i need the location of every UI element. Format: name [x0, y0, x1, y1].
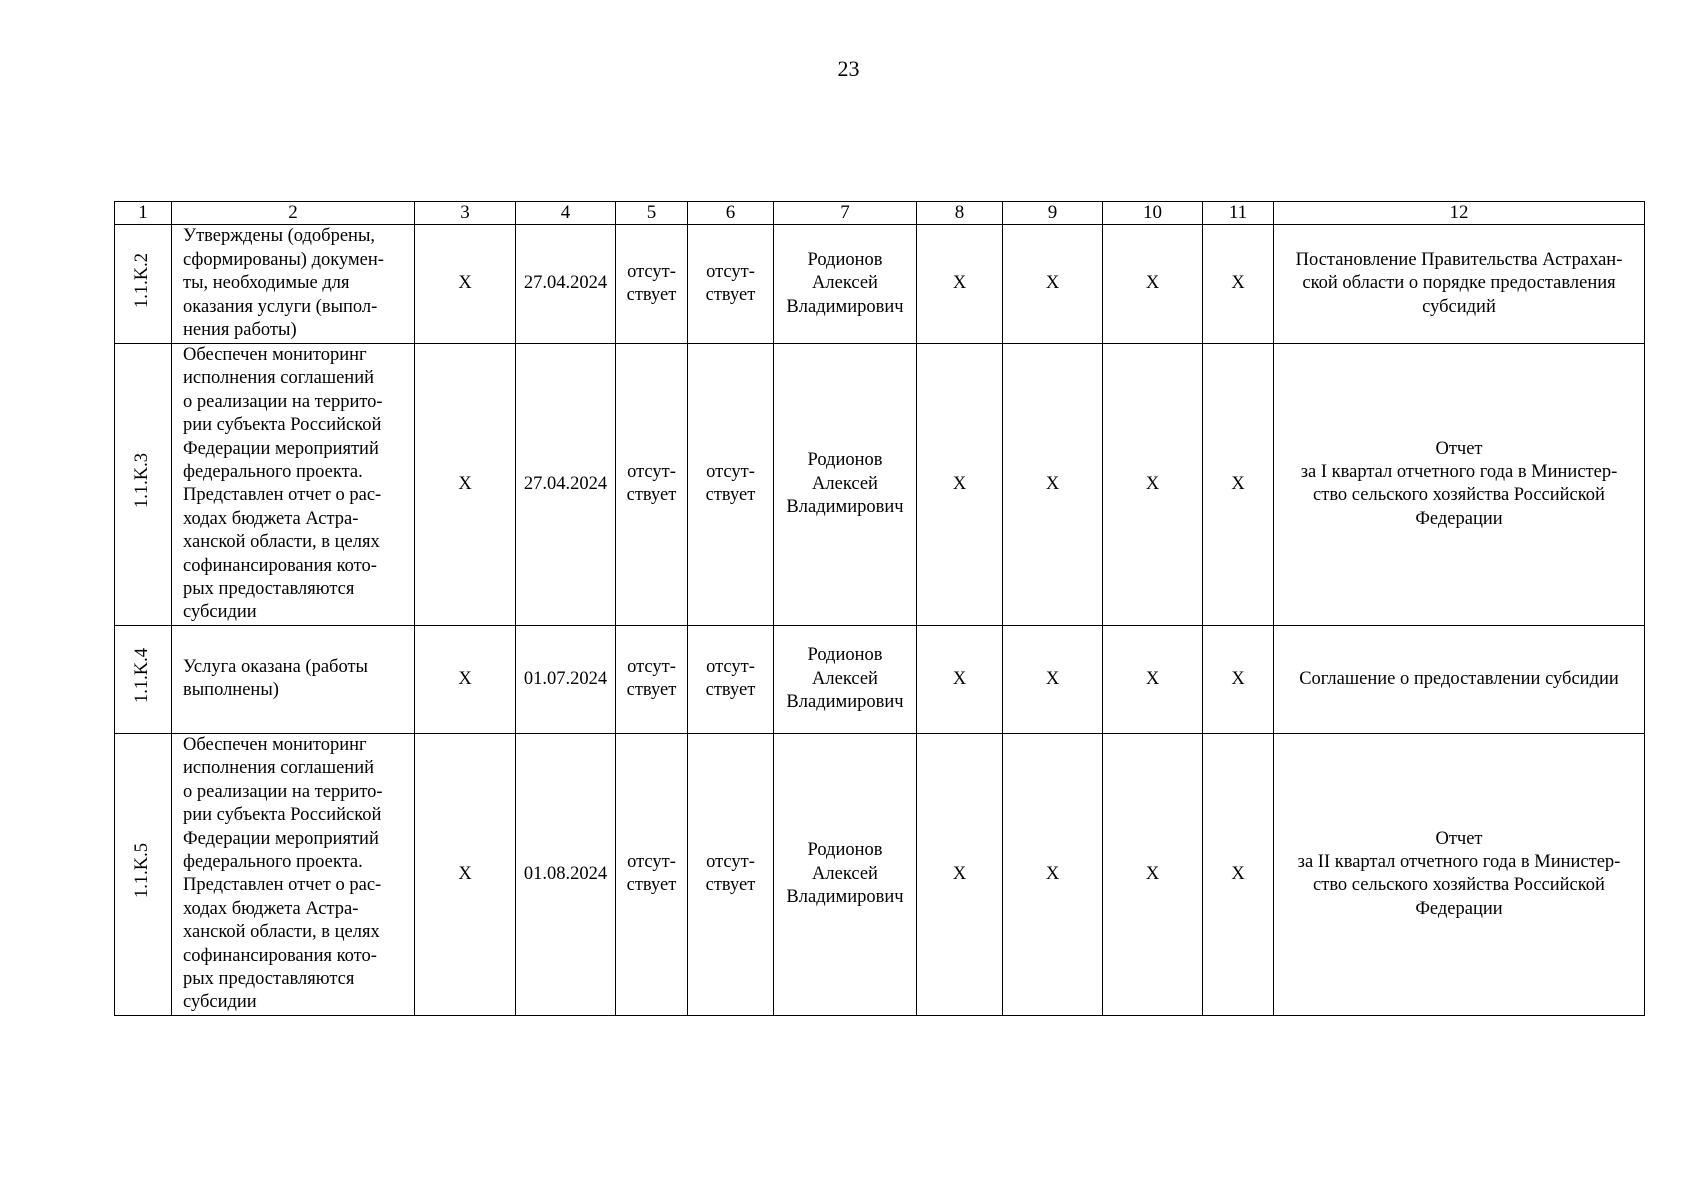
cell-col9: X	[1003, 344, 1103, 626]
document-cell: Постановление Правительства Астрахан- ской области о порядке предоставления субсидий	[1274, 225, 1645, 344]
cell-col6: отсут- ствует	[688, 225, 774, 344]
table-header-row	[115, 202, 1645, 225]
row-id-cell	[115, 344, 172, 626]
column-header: 5	[616, 202, 688, 225]
cell-col6: отсут- ствует	[688, 344, 774, 626]
row-id: 1.1.K.4	[132, 648, 153, 704]
column-header: 2	[172, 202, 415, 225]
cell-col8: X	[917, 625, 1003, 733]
date-cell: 27.04.2024	[516, 344, 616, 626]
table-row	[115, 733, 1645, 1015]
date-cell: 01.08.2024	[516, 733, 616, 1015]
description-cell: Услуга оказана (работы выполнены)	[172, 625, 415, 733]
cell-col5: отсут- ствует	[616, 625, 688, 733]
cell-col6: отсут- ствует	[688, 733, 774, 1015]
cell-col3: X	[415, 344, 516, 626]
cell-col9: X	[1003, 625, 1103, 733]
cell-col5: отсут- ствует	[616, 733, 688, 1015]
cell-col11: X	[1203, 625, 1274, 733]
row-id: 1.1.K.5	[132, 843, 153, 899]
description-cell: Утверждены (одобрены, сформированы) докумен- ты, необходимые для оказания услуги (выпол- нения работы)	[172, 225, 415, 344]
cell-col9: X	[1003, 225, 1103, 344]
column-header: 12	[1274, 202, 1645, 225]
responsible-cell: Родионов Алексей Владимирович	[774, 625, 917, 733]
document-cell: Отчет за I квартал отчетного года в Министер- ство сельского хозяйства Российской Федерации	[1274, 344, 1645, 626]
date-cell: 27.04.2024	[516, 225, 616, 344]
row-id-cell	[115, 225, 172, 344]
column-header: 1	[115, 202, 172, 225]
cell-col3: X	[415, 733, 516, 1015]
page-number: 23	[837, 56, 860, 81]
document-cell: Соглашение о предоставлении субсидии	[1274, 625, 1645, 733]
cell-col10: X	[1103, 625, 1203, 733]
responsible-cell: Родионов Алексей Владимирович	[774, 344, 917, 626]
date-cell: 01.07.2024	[516, 625, 616, 733]
cell-col8: X	[917, 225, 1003, 344]
table-row	[115, 225, 1645, 344]
row-id: 1.1.K.3	[132, 453, 153, 509]
table-row	[115, 344, 1645, 626]
control-points-table	[114, 201, 1645, 1016]
responsible-cell: Родионов Алексей Владимирович	[774, 733, 917, 1015]
cell-col6: отсут- ствует	[688, 625, 774, 733]
column-header: 8	[917, 202, 1003, 225]
cell-col5: отсут- ствует	[616, 344, 688, 626]
cell-col8: X	[917, 733, 1003, 1015]
column-header: 4	[516, 202, 616, 225]
responsible-cell: Родионов Алексей Владимирович	[774, 225, 917, 344]
document-cell: Отчет за II квартал отчетного года в Министер- ство сельского хозяйства Российской Федерации	[1274, 733, 1645, 1015]
cell-col11: X	[1203, 225, 1274, 344]
column-header: 9	[1003, 202, 1103, 225]
cell-col3: X	[415, 625, 516, 733]
cell-col5: отсут- ствует	[616, 225, 688, 344]
cell-col10: X	[1103, 225, 1203, 344]
column-header: 6	[688, 202, 774, 225]
row-id: 1.1.K.2	[132, 252, 153, 308]
column-header: 10	[1103, 202, 1203, 225]
column-header: 11	[1203, 202, 1274, 225]
table-row	[115, 625, 1645, 733]
description-cell: Обеспечен мониторинг исполнения соглашений о реализации на террито- рии субъекта Российской Федерации мероприятий федерального проекта. Представлен отчет о рас- ходах бюджета Астра- ханской области, в целях софинансирования кото- рых предоставляются субсидии	[172, 733, 415, 1015]
cell-col10: X	[1103, 344, 1203, 626]
column-header: 3	[415, 202, 516, 225]
row-id-cell	[115, 625, 172, 733]
description-cell: Обеспечен мониторинг исполнения соглашений о реализации на террито- рии субъекта Российской Федерации мероприятий федерального проекта. Представлен отчет о рас- ходах бюджета Астра- ханской области, в целях софинансирования кото- рых предоставляются субсидии	[172, 344, 415, 626]
cell-col8: X	[917, 344, 1003, 626]
cell-col3: X	[415, 225, 516, 344]
cell-col9: X	[1003, 733, 1103, 1015]
cell-col11: X	[1203, 733, 1274, 1015]
cell-col10: X	[1103, 733, 1203, 1015]
row-id-cell	[115, 733, 172, 1015]
column-header: 7	[774, 202, 917, 225]
cell-col11: X	[1203, 344, 1274, 626]
